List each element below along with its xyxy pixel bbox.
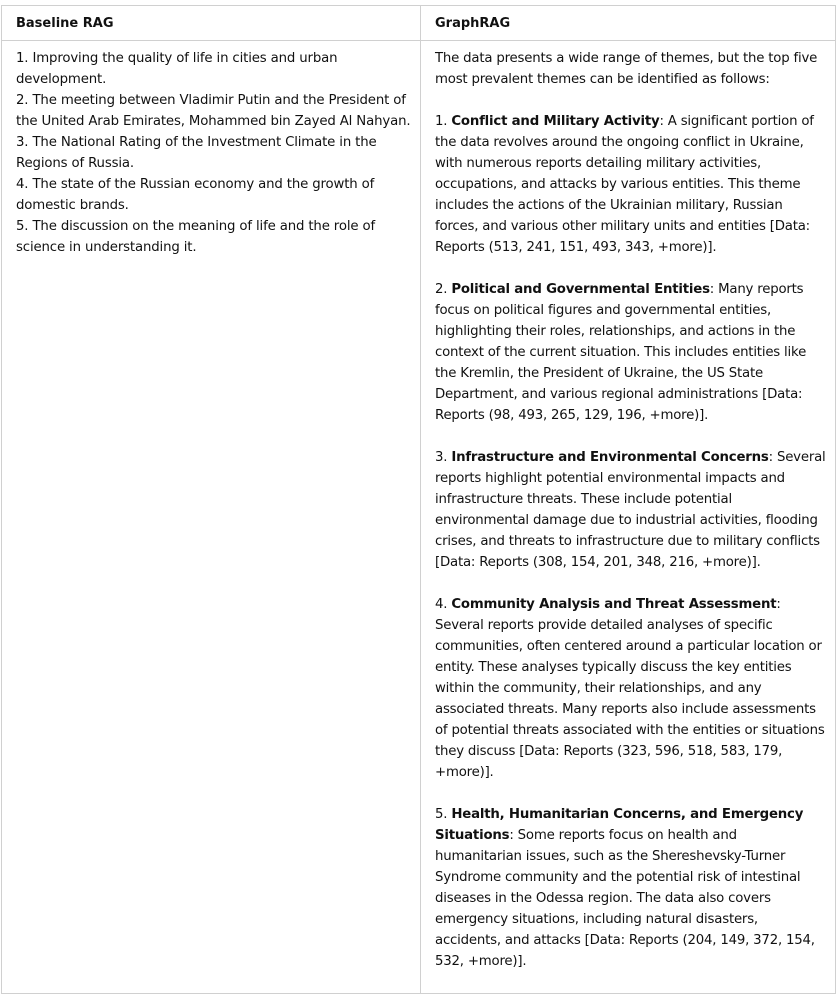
theme-number: 1. [435,114,448,129]
header-baseline-rag: Baseline RAG [2,6,421,41]
baseline-item: 4. The state of the Russian economy and the growth of domestic brands. [16,177,375,213]
graphrag-cell [421,41,836,994]
theme-text: : A significant portion of the data revolves around the ongoing conflict in Ukraine, with numerous reports detailing military activities, occupations, and attacks by various entities. This theme includes the actions of the Ukrainian military, Russian forces, and various other military units and entities [Data: Reports (513, 241, 151, 493, 343, +more)]. [435,114,814,255]
theme-title: Community Analysis and Threat Assessment [451,597,777,612]
theme-number: 4. [435,597,448,612]
theme-title: Political and Governmental Entities [451,282,710,297]
header-row [2,6,836,41]
baseline-item: 2. The meeting between Vladimir Putin and the President of the United Arab Emirates, Mohammed bin Zayed Al Nahyan. [16,93,411,129]
graphrag-theme [435,111,827,258]
baseline-item: 3. The National Rating of the Investment Climate in the Regions of Russia. [16,135,377,171]
theme-text: : Many reports focus on political figures and governmental entities, highlighting their roles, relationships, and actions in the context of the current situation. This includes entities like the Kremlin, the President of Ukraine, the US State Department, and various regional administrations [Data: Reports (98, 493, 265, 129, 196, +more)]. [435,282,807,423]
graphrag-theme [435,804,827,972]
theme-number: 2. [435,282,448,297]
theme-text: : Some reports focus on health and humanitarian issues, such as the Shereshevsky-Turner Syndrome community and the potential risk of intestinal diseases in the Odessa region. The data also covers emergency situations, including natural disasters, accidents, and attacks [Data: Reports (204, 149, 372, 154, 532, +more)]. [435,828,815,969]
comparison-table [1,5,836,994]
theme-number: 5. [435,807,448,822]
baseline-item: 5. The discussion on the meaning of life and the role of science in understanding it. [16,219,375,255]
content-row [2,41,836,994]
graphrag-intro: The data presents a wide range of themes, but the top five most prevalent themes can be identified as follows: [435,51,818,87]
theme-number: 3. [435,450,448,465]
theme-title: Infrastructure and Environmental Concerns [451,450,769,465]
header-graphrag: GraphRAG [421,6,836,41]
theme-text: : Several reports highlight potential environmental impacts and infrastructure threats. These include potential environmental damage due to industrial activities, flooding crises, and threats to infrastructure due to military conflicts [Data: Reports (308, 154, 201, 348, 216, +more)]. [435,450,826,570]
graphrag-theme [435,447,827,573]
theme-text: : Several reports provide detailed analyses of specific communities, often centered around a particular location or entity. These analyses typically discuss the key entities within the community, their relationships, and any associated threats. Many reports also include assessments of potential threats associated with the entities or situations they discuss [Data: Reports (323, 596, 518, 583, 179, +more)]. [435,597,825,780]
baseline-rag-cell [2,41,421,994]
baseline-item: 1. Improving the quality of life in cities and urban development. [16,51,338,87]
theme-title: Conflict and Military Activity [451,114,660,129]
graphrag-theme [435,594,827,783]
theme-title: Health, Humanitarian Concerns, and Emergency Situations [435,807,804,843]
graphrag-theme [435,279,827,426]
